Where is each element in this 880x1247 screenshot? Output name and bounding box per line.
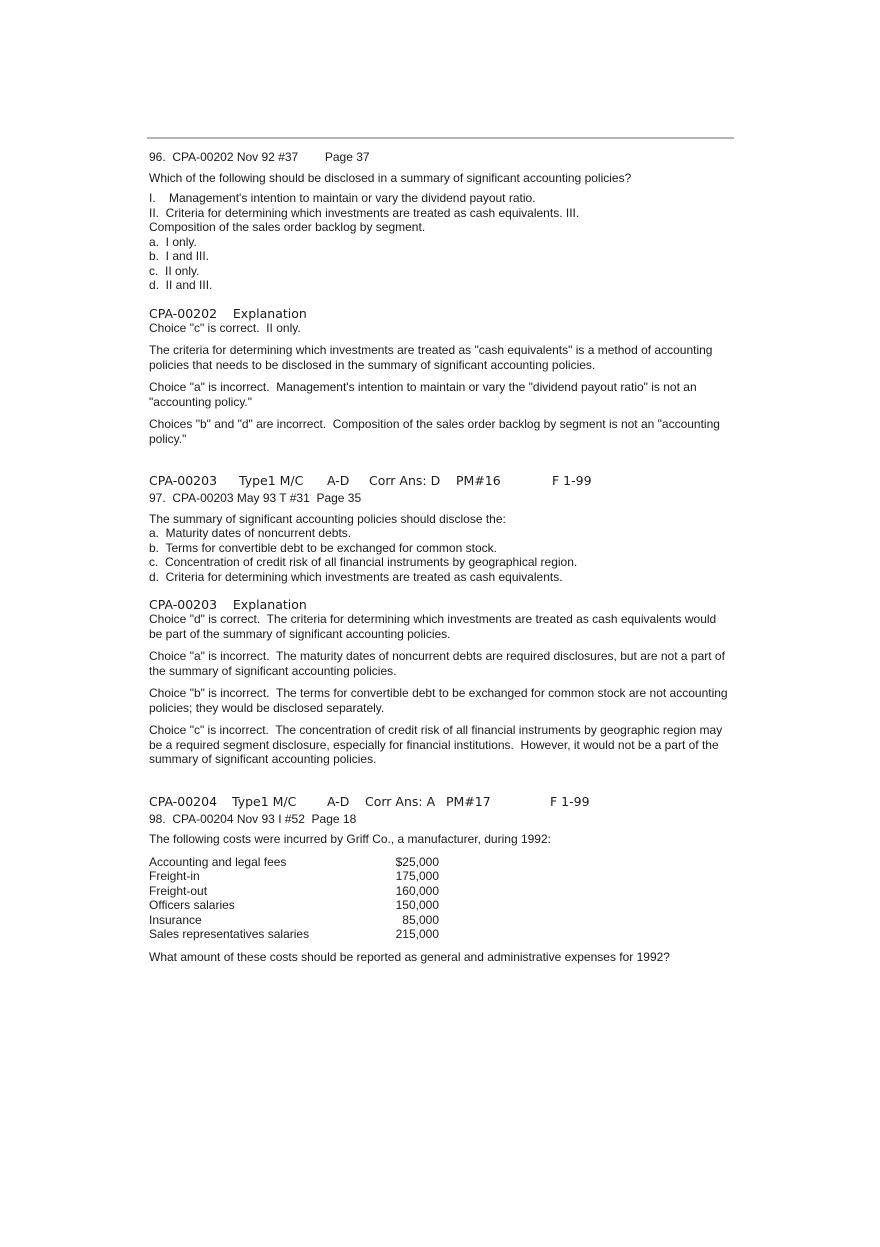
q98-header-range: A-D [327, 793, 350, 809]
q96-choice-d: d. II and III. [149, 278, 213, 292]
cost-label: Accounting and legal fees [149, 854, 287, 869]
cost-amount: 150,000 [395, 898, 439, 912]
cost-label: Insurance [149, 912, 202, 927]
q97-choices [149, 526, 731, 584]
q97-explanation-para: Choice "d" is correct. The criteria for determining which investments are treated as cash equivalents would be part of the summary of significant accounting policies. [149, 612, 720, 641]
q97-title: 97. CPA-00203 May 93 T #31 Page 35 [149, 491, 362, 505]
q98-header-answer: Corr Ans: A [365, 793, 436, 809]
q97-header-range: A-D [327, 473, 350, 488]
q97-header-id: CPA-00203 [149, 473, 218, 488]
q96-question: Which of the following should be disclosed in a summary of significant accounting policies? [149, 170, 632, 185]
cost-label: Sales representatives salaries [149, 927, 310, 941]
q96-explanation-para: Choices "b" and "d" are incorrect. Composition of the sales order backlog by segment is not an "accounting policy." [149, 417, 724, 446]
q96-choices [149, 235, 731, 293]
q97-explanation-para: Choice "c" is incorrect. The concentration of credit risk of all financial instruments by geographic region may be a required segment disclosure, especially for financial institutions. However, it would not be a part of the summary of significant accounting policies. [149, 723, 726, 766]
q97-explanation-para: Choice "b" is incorrect. The terms for convertible debt to be exchanged for common stock are not accounting policies; they would be disclosed separately. [149, 686, 731, 715]
q97-explanation-heading: CPA-00203 Explanation [149, 597, 307, 612]
q96-statement: Composition of the sales order backlog by segment. [149, 220, 426, 234]
cost-label: Freight-in [149, 869, 200, 883]
q96-choice-a: a. I only. [149, 234, 197, 249]
q98-title: 98. CPA-00204 Nov 93 I #52 Page 18 [149, 811, 357, 826]
q98-question: What amount of these costs should be reported as general and administrative expenses for 1992? [149, 949, 670, 964]
q98-header [149, 794, 731, 809]
q96-statement: I. Management's intention to maintain or vary the dividend payout ratio. [149, 191, 536, 205]
cost-amount: 85,000 [402, 912, 439, 927]
q97-header-type: Type1 M/C [239, 473, 304, 488]
q97-explanation-para: Choice "a" is incorrect. The maturity dates of noncurrent debts are required disclosures, but are not a part of the summary of significant accounting policies. [149, 649, 729, 678]
q96-explanation-line: Choice "c" is correct. II only. [149, 320, 301, 335]
cost-amount: 215,000 [395, 927, 439, 941]
cost-amount: 160,000 [395, 883, 439, 898]
cost-label: Officers salaries [149, 898, 235, 912]
cost-label: Freight-out [149, 883, 208, 898]
q97-choice-a: a. Maturity dates of noncurrent debts. [149, 526, 352, 540]
q96-choice-b: b. I and III. [149, 249, 210, 263]
q98-header-pm: PM#17 [446, 793, 491, 809]
document-body [149, 150, 731, 964]
q98-costs-table [149, 855, 731, 942]
q96-explanation-para: The criteria for determining which investments are treated as "cash equivalents" is a method of accounting policies that needs to be disclosed in the summary of significant accounting policies. [149, 343, 713, 372]
q96-choice-c: c. II only. [149, 263, 200, 278]
q98-header-id: CPA-00204 [149, 793, 218, 809]
q97-question: The summary of significant accounting policies should disclose the: [149, 511, 506, 526]
q97-header-pm: PM#16 [456, 473, 501, 488]
q96-title: 96. CPA-00202 Nov 92 #37 Page 37 [149, 150, 370, 164]
q97-choice-d: d. Criteria for determining which investments are treated as cash equivalents. [149, 569, 563, 584]
q98-intro: The following costs were incurred by Griff Co., a manufacturer, during 1992: [149, 832, 551, 846]
header-rule [147, 137, 734, 139]
q97-choice-c: c. Concentration of credit risk of all financial instruments by geographical region. [149, 555, 578, 569]
q97-header-f: F 1-99 [552, 473, 592, 488]
cost-amount: 175,000 [395, 869, 439, 883]
q96-statement: II. Criteria for determining which investments are treated as cash equivalents. III. [149, 205, 580, 220]
q98-header-type: Type1 M/C [232, 793, 297, 809]
cost-amount: $25,000 [395, 854, 439, 869]
q98-header-f: F 1-99 [550, 793, 590, 809]
q97-choice-b: b. Terms for convertible debt to be exchanged for common stock. [149, 540, 497, 555]
q97-header-answer: Corr Ans: D [369, 473, 441, 488]
q96-explanation-para: Choice "a" is incorrect. Management's intention to maintain or vary the "dividend payout ratio" is not an "accounting policy." [149, 380, 700, 409]
q97-header [149, 473, 731, 488]
q96-statements [149, 191, 731, 235]
q96-explanation-heading: CPA-00202 Explanation [149, 305, 307, 321]
